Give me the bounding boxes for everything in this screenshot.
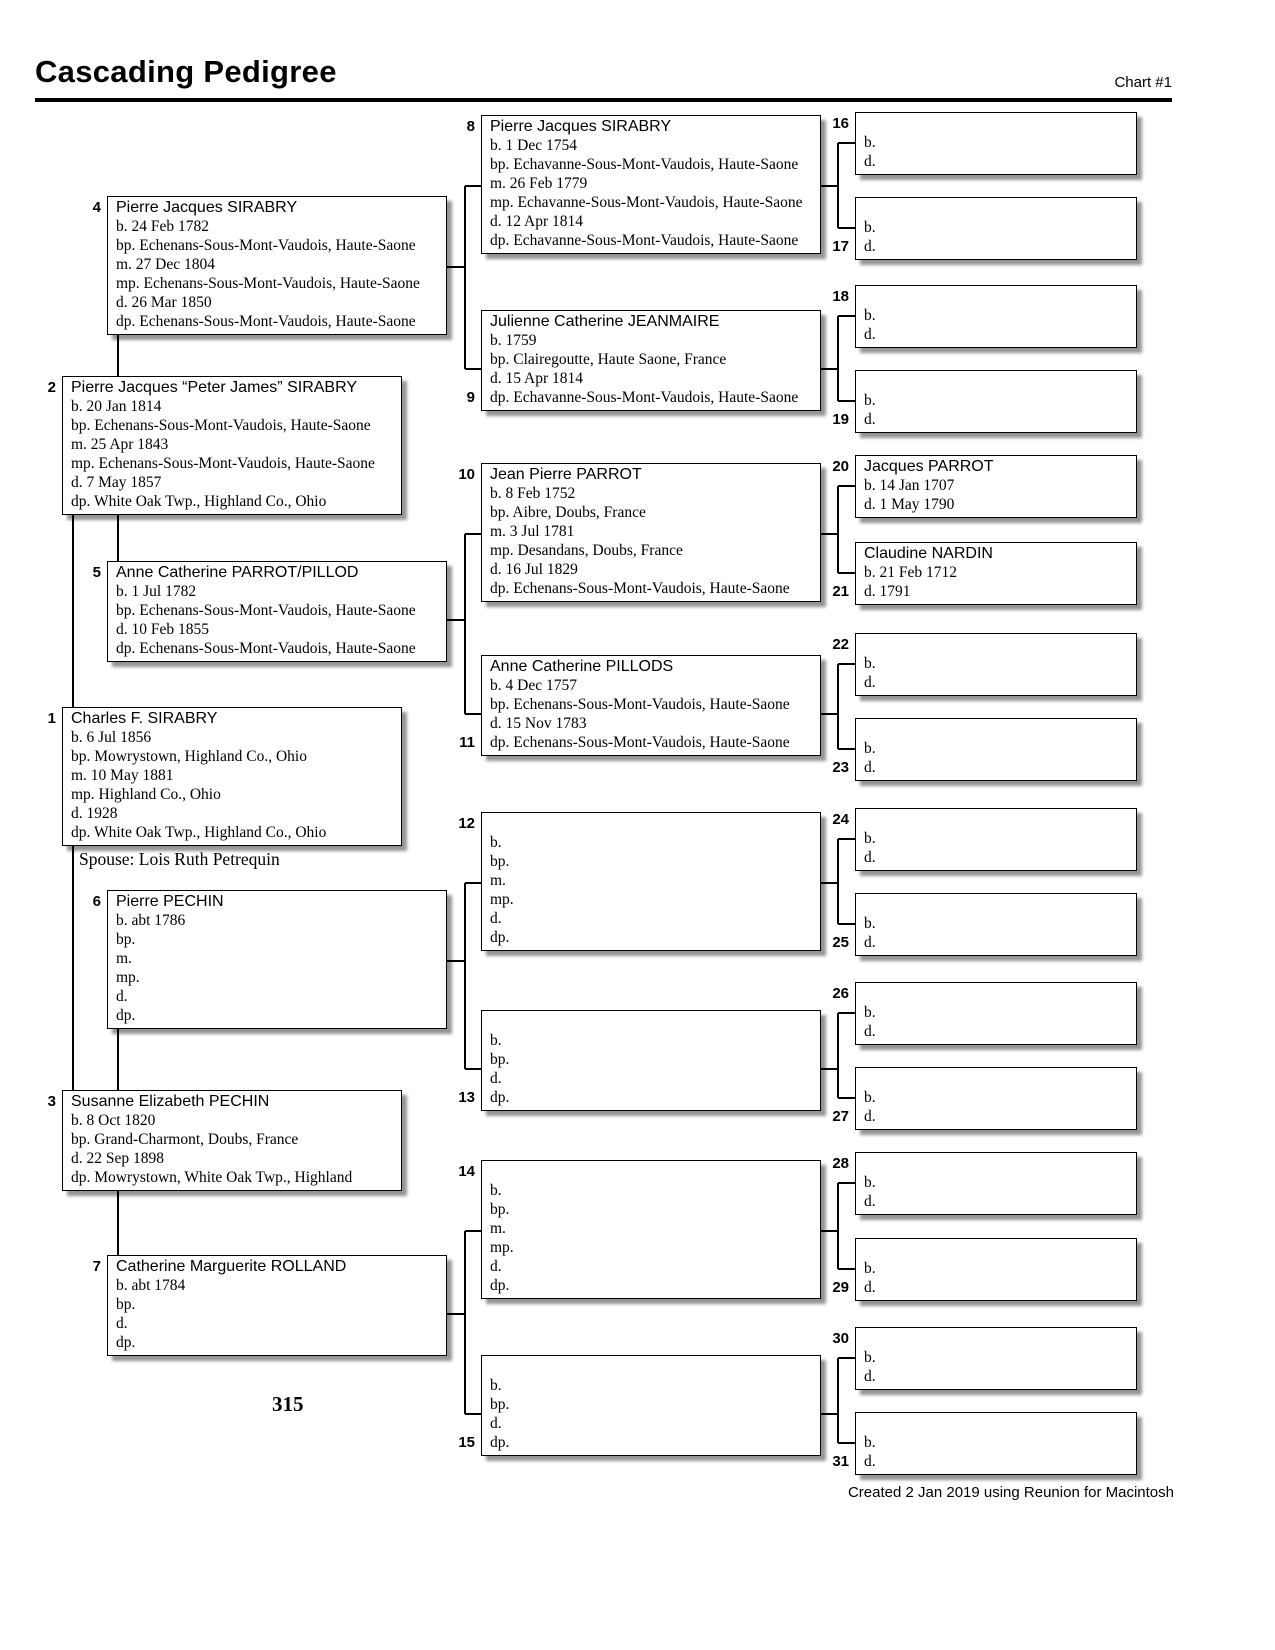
person-field-d: d. <box>116 1315 128 1332</box>
person-field-mp: mp. Highland Co., Ohio <box>71 786 221 803</box>
connector-line <box>838 142 855 144</box>
person-field-b: b. <box>490 1032 502 1049</box>
person-name: Pierre Jacques SIRABRY <box>490 118 672 135</box>
spouse-note: Spouse: Lois Ruth Petrequin <box>79 849 280 869</box>
person-name: Claudine NARDIN <box>864 545 993 562</box>
connector-line <box>821 713 838 715</box>
person-number-28: 28 <box>832 1155 849 1172</box>
connector-line <box>837 486 839 573</box>
person-field-b: b. <box>864 1434 876 1451</box>
person-field-b: b. <box>864 915 876 932</box>
created-note: Created 2 Jan 2019 using Reunion for Macintosh <box>847 1484 1174 1501</box>
person-name <box>864 1069 1132 1088</box>
person-name <box>864 1414 1132 1433</box>
person-field-d: d. <box>490 1415 502 1432</box>
person-field-d: d. 12 Apr 1814 <box>490 213 583 230</box>
person-field-dp: dp. White Oak Twp., Highland Co., Ohio <box>71 493 327 510</box>
person-number-20: 20 <box>832 458 849 475</box>
person-field-d: d. <box>864 1023 876 1040</box>
person-name <box>864 1154 1132 1173</box>
person-field-d: d. <box>864 934 876 951</box>
person-field-bp: bp. <box>490 853 510 870</box>
person-name <box>864 635 1132 654</box>
person-field-d: d. <box>864 1453 876 1470</box>
connector-line <box>837 664 839 749</box>
connector-line <box>838 838 855 840</box>
person-field-b: b. <box>864 307 876 324</box>
person-field-b: b. 8 Oct 1820 <box>71 1112 156 1129</box>
person-field-dp: dp. White Oak Twp., Highland Co., Ohio <box>71 824 327 841</box>
person-number-17: 17 <box>832 238 849 255</box>
person-field-b: b. 1 Jul 1782 <box>116 583 197 600</box>
connector-line <box>464 1231 466 1414</box>
person-number-3: 3 <box>47 1093 56 1110</box>
person-field-d: d. <box>490 910 502 927</box>
connector-line <box>837 143 839 228</box>
connector-line <box>464 186 466 369</box>
connector-line <box>838 1268 855 1270</box>
connector-line <box>838 923 855 925</box>
person-name <box>864 810 1132 829</box>
person-field-d: d. <box>490 1070 502 1087</box>
person-field-dp: dp. Echavanne-Sous-Mont-Vaudois, Haute-Saone <box>490 232 799 249</box>
connector-line <box>838 1097 855 1099</box>
person-field-b: b. 24 Feb 1782 <box>116 218 209 235</box>
person-name <box>864 895 1132 914</box>
person-number-16: 16 <box>832 115 849 132</box>
connector-line <box>838 1442 855 1444</box>
person-number-19: 19 <box>832 411 849 428</box>
person-number-22: 22 <box>832 636 849 653</box>
person-number-2: 2 <box>47 379 56 396</box>
person-number-21: 21 <box>832 583 849 600</box>
person-box-11 <box>481 655 821 756</box>
person-field-d: d. 15 Apr 1814 <box>490 370 583 387</box>
person-field-dp: dp. Echenans-Sous-Mont-Vaudois, Haute-Saone <box>116 313 416 330</box>
connector-line <box>821 185 838 187</box>
person-field-bp: bp. <box>490 1396 510 1413</box>
person-name <box>490 1012 816 1031</box>
person-field-b: b. <box>864 830 876 847</box>
person-field-b: b. abt 1786 <box>116 912 186 929</box>
connector-line <box>465 368 481 370</box>
person-field-bp: bp. Aibre, Doubs, France <box>490 504 646 521</box>
person-field-b: b. <box>864 655 876 672</box>
person-field-dp: dp. <box>490 929 510 946</box>
person-field-m: m. <box>490 872 506 889</box>
person-field-dp: dp. Echavanne-Sous-Mont-Vaudois, Haute-Saone <box>490 389 799 406</box>
connector-line <box>821 1413 838 1415</box>
person-number-6: 6 <box>92 893 101 910</box>
person-field-dp: dp. <box>116 1007 136 1024</box>
person-field-mp: mp. Echenans-Sous-Mont-Vaudois, Haute-Saone <box>71 455 375 472</box>
person-field-d: d. 26 Mar 1850 <box>116 294 212 311</box>
person-name <box>864 1240 1132 1259</box>
person-box-10 <box>481 463 821 602</box>
person-field-mp: mp. <box>490 891 514 908</box>
person-number-8: 8 <box>466 118 475 135</box>
person-field-dp: dp. Echenans-Sous-Mont-Vaudois, Haute-Saone <box>490 734 790 751</box>
person-box-29 <box>855 1238 1137 1301</box>
connector-line <box>821 533 838 535</box>
person-field-bp: bp. Echenans-Sous-Mont-Vaudois, Haute-Saone <box>116 602 416 619</box>
person-field-b: b. 1 Dec 1754 <box>490 137 577 154</box>
connector-line <box>464 534 466 714</box>
connector-line <box>821 882 838 884</box>
connector-line <box>447 619 465 621</box>
person-box-26 <box>855 982 1137 1045</box>
person-field-bp: bp. <box>116 931 136 948</box>
person-box-4 <box>107 196 447 335</box>
person-name: Julienne Catherine JEANMAIRE <box>490 313 720 330</box>
person-field-dp: dp. <box>116 1334 136 1351</box>
person-name <box>864 372 1132 391</box>
person-field-mp: mp. <box>116 969 140 986</box>
connector-line <box>465 1413 481 1415</box>
person-number-14: 14 <box>458 1163 475 1180</box>
person-number-18: 18 <box>832 288 849 305</box>
chart-number-label: Chart #1 <box>1114 74 1172 91</box>
connector-line <box>447 960 465 962</box>
person-field-d: d. 1928 <box>71 805 118 822</box>
person-field-m: m. 27 Dec 1804 <box>116 256 216 273</box>
person-name <box>864 720 1132 739</box>
person-field-d: d. 16 Jul 1829 <box>490 561 578 578</box>
person-name: Anne Catherine PILLODS <box>490 658 674 675</box>
person-field-bp: bp. Echenans-Sous-Mont-Vaudois, Haute-Saone <box>490 696 790 713</box>
person-name <box>490 814 816 833</box>
person-field-d: d. <box>864 1193 876 1210</box>
person-box-17 <box>855 197 1137 260</box>
person-name <box>864 114 1132 133</box>
person-field-d: d. <box>864 153 876 170</box>
person-field-b: b. 14 Jan 1707 <box>864 477 955 494</box>
person-box-20 <box>855 455 1137 518</box>
connector-line <box>465 1230 481 1232</box>
person-number-1: 1 <box>47 710 56 727</box>
person-field-d: d. 7 May 1857 <box>71 474 162 491</box>
person-field-bp: bp. Echenans-Sous-Mont-Vaudois, Haute-Saone <box>71 417 371 434</box>
person-field-b: b. <box>864 134 876 151</box>
person-field-b: b. <box>864 1349 876 1366</box>
person-field-b: b. 8 Feb 1752 <box>490 485 576 502</box>
person-field-b: b. <box>864 1260 876 1277</box>
connector-line <box>838 1357 855 1359</box>
person-field-mp: mp. Desandans, Doubs, France <box>490 542 683 559</box>
person-field-b: b. <box>864 392 876 409</box>
person-name: Anne Catherine PARROT/PILLOD <box>116 564 359 581</box>
person-field-mp: mp. Echavanne-Sous-Mont-Vaudois, Haute-Saone <box>490 194 803 211</box>
person-box-16 <box>855 112 1137 175</box>
person-field-m: m. 10 May 1881 <box>71 767 174 784</box>
person-name <box>864 287 1132 306</box>
person-box-27 <box>855 1067 1137 1130</box>
person-box-15 <box>481 1355 821 1456</box>
person-field-b: b. 6 Jul 1856 <box>71 729 152 746</box>
person-field-b: b. 20 Jan 1814 <box>71 398 162 415</box>
person-box-9 <box>481 310 821 411</box>
person-box-3 <box>62 1090 402 1191</box>
person-number-31: 31 <box>832 1453 849 1470</box>
person-box-14 <box>481 1160 821 1299</box>
person-field-dp: dp. <box>490 1089 510 1106</box>
person-name: Catherine Marguerite ROLLAND <box>116 1258 347 1275</box>
person-box-31 <box>855 1412 1137 1475</box>
person-field-b: b. 4 Dec 1757 <box>490 677 577 694</box>
person-name <box>864 984 1132 1003</box>
person-field-dp: dp. Echenans-Sous-Mont-Vaudois, Haute-Saone <box>490 580 790 597</box>
connector-line <box>465 185 481 187</box>
person-field-bp: bp. Clairegoutte, Haute Saone, France <box>490 351 727 368</box>
person-box-18 <box>855 285 1137 348</box>
person-field-m: m. <box>490 1220 506 1237</box>
connector-line <box>837 839 839 924</box>
person-field-dp: dp. Mowrystown, White Oak Twp., Highland <box>71 1169 353 1186</box>
person-field-b: b. <box>864 1004 876 1021</box>
connector-line <box>838 663 855 665</box>
person-field-d: d. <box>864 1108 876 1125</box>
connector-line <box>465 533 481 535</box>
connector-line <box>838 485 855 487</box>
person-field-b: b. <box>490 1377 502 1394</box>
person-field-bp: bp. <box>116 1296 136 1313</box>
connector-line <box>838 572 855 574</box>
person-number-26: 26 <box>832 985 849 1002</box>
person-number-29: 29 <box>832 1279 849 1296</box>
person-box-30 <box>855 1327 1137 1390</box>
person-field-d: d. <box>864 674 876 691</box>
person-field-d: d. <box>864 1279 876 1296</box>
connector-line <box>447 266 465 268</box>
person-number-23: 23 <box>832 759 849 776</box>
person-field-d: d. 22 Sep 1898 <box>71 1150 164 1167</box>
person-number-7: 7 <box>92 1258 101 1275</box>
person-number-5: 5 <box>92 564 101 581</box>
person-field-b: b. 21 Feb 1712 <box>864 564 957 581</box>
person-field-dp: dp. <box>490 1434 510 1451</box>
person-name: Pierre Jacques SIRABRY <box>116 199 298 216</box>
connector-line <box>838 400 855 402</box>
person-number-30: 30 <box>832 1330 849 1347</box>
person-name: Jean Pierre PARROT <box>490 466 642 483</box>
connector-line <box>838 315 855 317</box>
person-field-d: d. <box>864 1368 876 1385</box>
person-field-d: d. <box>864 238 876 255</box>
person-field-m: m. 25 Apr 1843 <box>71 436 169 453</box>
person-box-24 <box>855 808 1137 871</box>
person-field-bp: bp. <box>490 1051 510 1068</box>
person-box-21 <box>855 542 1137 605</box>
person-box-28 <box>855 1152 1137 1215</box>
person-field-d: d. <box>116 988 128 1005</box>
person-field-b: b. 1759 <box>490 332 537 349</box>
person-box-1 <box>62 707 402 846</box>
person-name: Susanne Elizabeth PECHIN <box>71 1093 270 1110</box>
person-name <box>490 1162 816 1181</box>
person-field-mp: mp. <box>490 1239 514 1256</box>
person-box-7 <box>107 1255 447 1356</box>
person-box-13 <box>481 1010 821 1111</box>
connector-line <box>837 1013 839 1098</box>
person-field-d: d. 10 Feb 1855 <box>116 621 209 638</box>
person-number-9: 9 <box>466 389 475 406</box>
person-number-27: 27 <box>832 1108 849 1125</box>
person-field-m: m. <box>116 950 132 967</box>
person-field-d: d. <box>864 326 876 343</box>
connector-line <box>821 368 838 370</box>
connector-line <box>465 1068 481 1070</box>
person-field-bp: bp. Echenans-Sous-Mont-Vaudois, Haute-Saone <box>116 237 416 254</box>
connector-line <box>837 1183 839 1269</box>
title-rule <box>35 98 1172 102</box>
person-field-d: d. <box>490 1258 502 1275</box>
person-field-m: m. 3 Jul 1781 <box>490 523 575 540</box>
connector-line <box>821 1068 838 1070</box>
person-number-12: 12 <box>458 815 475 832</box>
person-number-10: 10 <box>458 466 475 483</box>
person-field-d: d. <box>864 849 876 866</box>
person-number-15: 15 <box>458 1434 475 1451</box>
person-field-d: d. <box>864 759 876 776</box>
person-box-22 <box>855 633 1137 696</box>
person-name: Charles F. SIRABRY <box>71 710 218 727</box>
person-name <box>490 1357 816 1376</box>
page-title: Cascading Pedigree <box>35 54 337 89</box>
person-field-b: b. <box>864 219 876 236</box>
person-name: Pierre Jacques “Peter James” SIRABRY <box>71 379 358 396</box>
person-number-13: 13 <box>458 1089 475 1106</box>
connector-line <box>464 883 466 1069</box>
person-number-4: 4 <box>92 199 101 216</box>
person-number-25: 25 <box>832 934 849 951</box>
person-box-19 <box>855 370 1137 433</box>
connector-line <box>837 1358 839 1443</box>
page-number: 315 <box>272 1392 304 1416</box>
person-box-5 <box>107 561 447 662</box>
connector-line <box>447 1313 465 1315</box>
person-field-b: b. <box>864 1174 876 1191</box>
person-field-b: b. <box>864 740 876 757</box>
person-field-d: d. 1 May 1790 <box>864 496 955 513</box>
person-field-d: d. 1791 <box>864 583 911 600</box>
connector-line <box>838 227 855 229</box>
connector-line <box>821 1230 838 1232</box>
person-box-23 <box>855 718 1137 781</box>
person-field-b: b. <box>490 1182 502 1199</box>
person-field-mp: mp. Echenans-Sous-Mont-Vaudois, Haute-Saone <box>116 275 420 292</box>
person-field-dp: dp. <box>490 1277 510 1294</box>
person-box-6 <box>107 890 447 1029</box>
person-box-8 <box>481 115 821 254</box>
person-name: Jacques PARROT <box>864 458 994 475</box>
person-field-bp: bp. Mowrystown, Highland Co., Ohio <box>71 748 307 765</box>
person-name <box>864 1329 1132 1348</box>
person-number-11: 11 <box>459 734 475 751</box>
connector-line <box>838 748 855 750</box>
connector-line <box>838 1012 855 1014</box>
person-field-d: d. <box>864 411 876 428</box>
connector-line <box>838 1182 855 1184</box>
person-box-12 <box>481 812 821 951</box>
person-field-m: m. 26 Feb 1779 <box>490 175 588 192</box>
person-number-24: 24 <box>832 811 849 828</box>
person-field-b: b. <box>490 834 502 851</box>
person-field-b: b. abt 1784 <box>116 1277 186 1294</box>
person-box-25 <box>855 893 1137 956</box>
connector-line <box>837 316 839 401</box>
person-field-bp: bp. Grand-Charmont, Doubs, France <box>71 1131 299 1148</box>
person-field-bp: bp. <box>490 1201 510 1218</box>
connector-line <box>465 882 481 884</box>
person-name <box>864 199 1132 218</box>
person-name: Pierre PECHIN <box>116 893 224 910</box>
person-box-2 <box>62 376 402 515</box>
person-field-d: d. 15 Nov 1783 <box>490 715 587 732</box>
connector-line <box>465 713 481 715</box>
person-field-bp: bp. Echavanne-Sous-Mont-Vaudois, Haute-Saone <box>490 156 799 173</box>
person-field-b: b. <box>864 1089 876 1106</box>
person-field-dp: dp. Echenans-Sous-Mont-Vaudois, Haute-Saone <box>116 640 416 657</box>
